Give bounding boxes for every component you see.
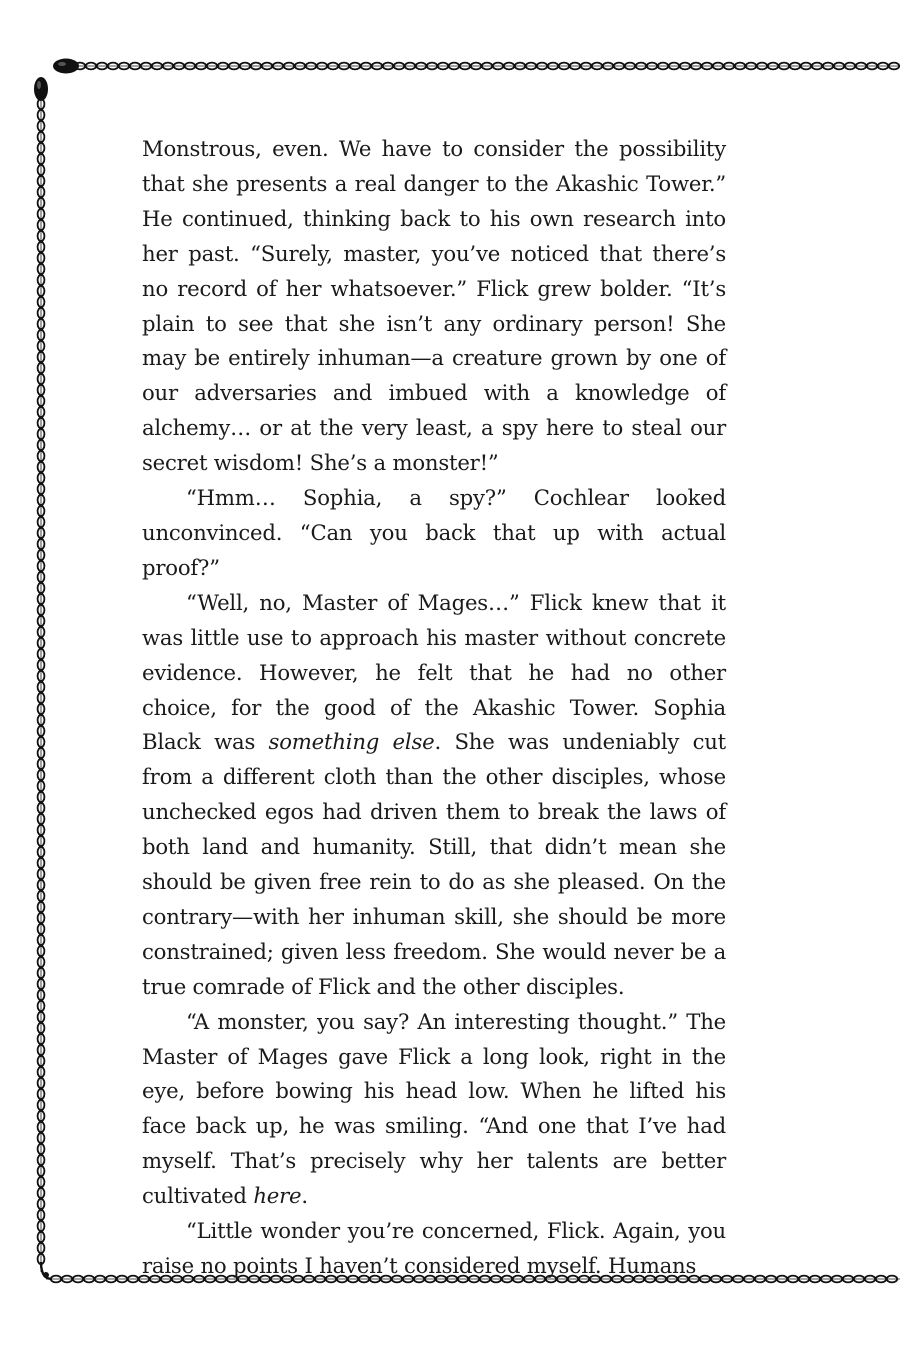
- page-body-text: [142, 132, 726, 1284]
- paragraph: [142, 481, 726, 586]
- paragraph: [142, 586, 726, 1005]
- paragraph: [142, 132, 726, 481]
- text-run: “Hmm… Sophia, a spy?” Cochlear looked unconvinced. “Can you back that up with actual proof?”: [142, 485, 726, 580]
- text-run: “A monster, you say? An interesting thought.” The Master of Mages gave Flick a long look, right in the eye, before bowing his head low. When he lifted his face back up, he was smiling. “And one that I’ve had myself. That’s precisely why her talents are better cultivated: [142, 1008, 726, 1209]
- text-run: “Little wonder you’re concerned, Flick. Again, you raise no points I haven’t considered myself. Humans: [142, 1218, 726, 1278]
- text-run: “Well, no, Master of Mages…” Flick knew that it was little use to approach his master without concrete evidence. However, he felt that he had no other choice, for the good of the Akashic Tower. Sophia Black was: [142, 589, 726, 755]
- italic-text-run: here: [253, 1183, 302, 1209]
- text-run: .: [301, 1183, 308, 1209]
- paragraph: [142, 1005, 726, 1214]
- text-run: . She was undeniably cut from a different cloth than the other disciples, whose unchecked egos had driven them to break the laws of both land and humanity. Still, that didn’t mean she should be given free rein to do as she pleased. On the contrary—with her inhuman skill, she should be more constrained; given less freedom. She would never be a true comrade of Flick and the other disciples.: [142, 729, 726, 999]
- text-run: Monstrous, even. We have to consider the possibility that she presents a real danger to the Akashic Tower.” He continued, thinking back to his own research into her past. “Surely, master, you’ve noticed that there’s no record of her whatsoever.” Flick grew bolder. “It’s plain to see that she isn’t any ordinary person! She may be entirely inhuman—a creature grown by one of our adversaries and imbued with a knowledge of alchemy… or at the very least, a spy here to steal our secret wisdom! She’s a monster!”: [142, 136, 726, 476]
- paragraph: [142, 1214, 726, 1284]
- italic-text-run: something else: [268, 729, 435, 755]
